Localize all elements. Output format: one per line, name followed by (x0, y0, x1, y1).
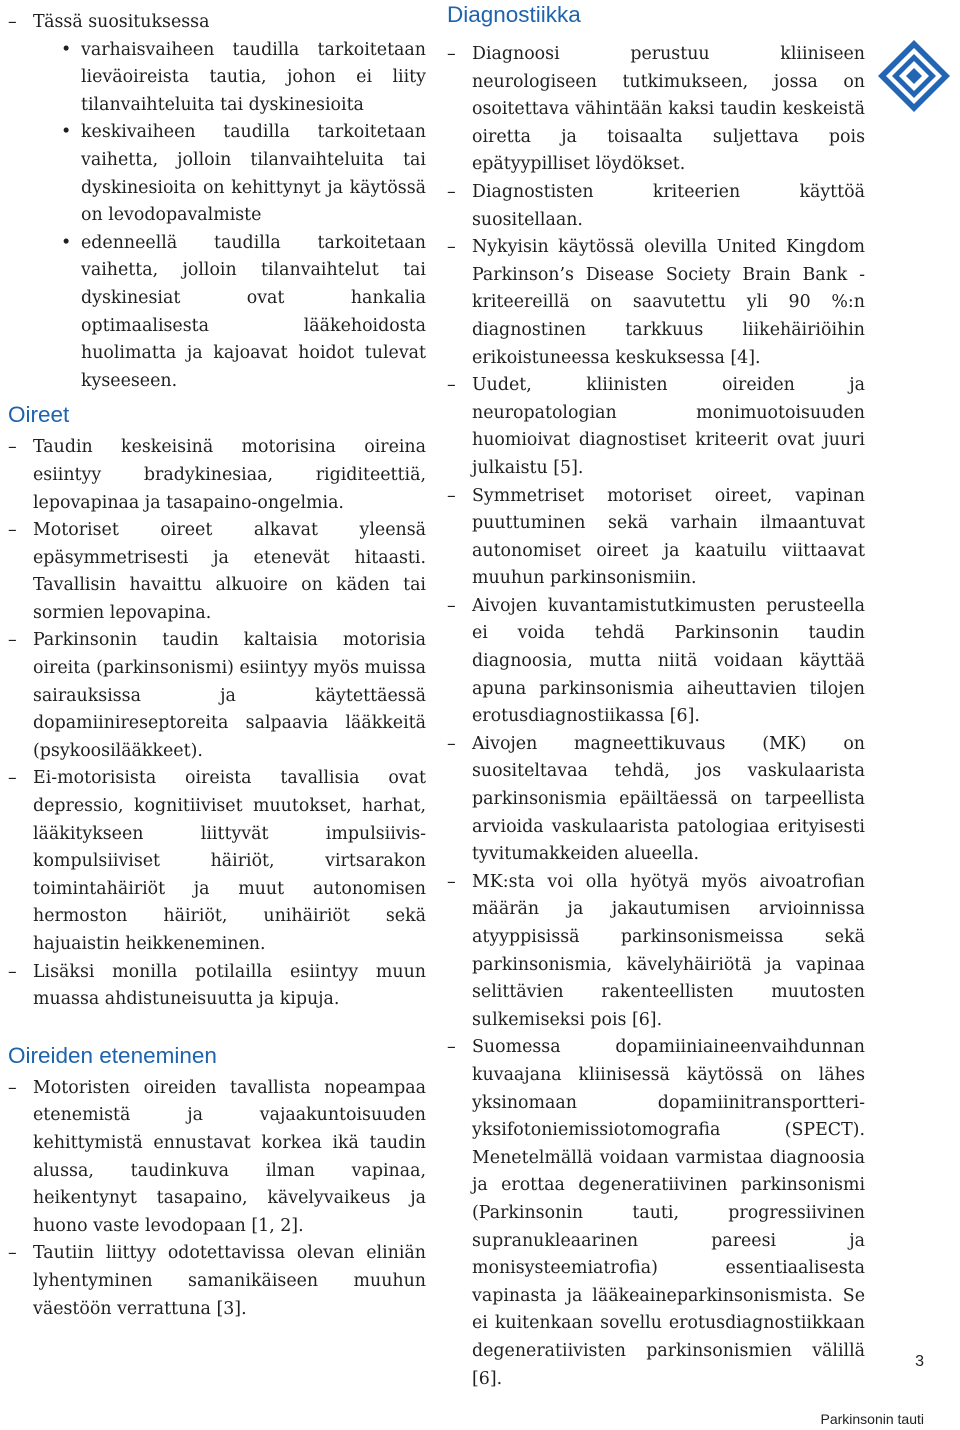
left-column (8, 0, 426, 1323)
list-item: – Uudet, kliinisten oireiden ja neuropatologian monimuotoisuuden huomioivat diagnostiset kriteerit ovat juuri julkaistu [5]. (447, 372, 865, 482)
list-item: – Tautiin liittyy odotettavissa olevan eliniän lyhentyminen samanikäiseen muuhun väestöön verrattuna [3]. (8, 1240, 426, 1323)
intro-item-text: Tässä suosituksessa (33, 12, 210, 32)
section-heading-eteneminen: Oireiden eteneminen (8, 1042, 217, 1068)
list-item: – Diagnostisten kriteerien käyttöä suositellaan. (447, 179, 865, 234)
list-item: – Symmetriset motoriset oireet, vapinan puuttuminen sekä varhain ilmaantuvat autonomiset oireet ja kaatuilu viittaavat muuhun parkinsonismiin. (447, 483, 865, 593)
list-item: – Lisäksi monilla potilailla esiintyy muun muassa ahdistuneisuutta ja kipuja. (8, 959, 426, 1014)
eteneminen-list (8, 1075, 426, 1323)
footer-title: Parkinsonin tauti (820, 1411, 924, 1427)
list-item: • varhaisvaiheen taudilla tarkoitetaan lieväoireista tautia, johon ei liity tilanvaihteluita tai dyskinesioita (55, 37, 426, 120)
section-heading-oireet: Oireet (8, 402, 70, 428)
list-item: – Ei-motorisista oireista tavallisia ovat depressio, kognitiiviset muutokset, harhat, lääkitykseen liittyvät impulsiivis-kompulsiiviset häiriöt, virtsarakon toimintahäiriöt ja muut autonomisen hermoston häiriöt, unihäiriöt sekä hajuaistin heikkeneminen. (8, 765, 426, 958)
list-item: – Nykyisin käytössä olevilla United Kingdom Parkinson’s Disease Society Brain Bank -kriteereillä on saavutettu yli 90 %:n diagnostinen tarkkuus liikehäiriöihin erikoistuneessa keskuksessa [4]. (447, 234, 865, 372)
list-item: – Motoriset oireet alkavat yleensä epäsymmetrisesti ja etenevät hitaasti. Tavallisin havaittu alkuoire on käden tai sormien lepovapina. (8, 517, 426, 627)
page-number: 3 (915, 1353, 924, 1370)
oireet-list (8, 434, 426, 1013)
list-item: – Parkinsonin taudin kaltaisia motorisia oireita (parkinsonismi) esiintyy myös muissa sairauksissa ja käytettäessä dopamiinireseptoreita salpaavia lääkkeitä (psykoosilääkkeet). (8, 627, 426, 765)
list-item: – Aivojen kuvantamistutkimusten perusteella ei voida tehdä Parkinsonin taudin diagnoosia, mutta niitä voidaan käyttää apuna parkinsonismia aiheuttavien tilojen erotusdiagnostiikassa [6]. (447, 593, 865, 731)
list-item: • keskivaiheen taudilla tarkoitetaan vaihetta, jolloin tilanvaihteluita tai dyskinesioita on kehittynyt ja käytössä on levodopavalmiste (55, 119, 426, 229)
list-item: – Suomessa dopamiiniaineenvaihdunnan kuvaajana kliinisessä käytössä on lähes yksinomaan dopamiinitransportteri-yksifotoniemissiotomografia (SPECT). Menetelmällä voidaan varmistaa diagnoosia ja erottaa degeneratiivinen parkinsonismi (Parkinsonin tauti, progressiivinen supranukleaarinen pareesi ja monisysteemiatrofia) essentiaalisesta vapinasta ja lääkeaineparkinsonismista. Se ei kuitenkaan sovellu erotusdiagnostiikkaan degeneratiivisten parkinsonismien välillä [6]. (447, 1034, 865, 1393)
diamond-logo-icon (876, 38, 952, 114)
list-item: – Aivojen magneettikuvaus (MK) on suositeltavaa tehdä, jos vaskulaarista parkinsonismia epäiltäessä on tarpeellista arvioida vaskulaarista patologiaa erityisesti tyvitumakkeiden alueella. (447, 731, 865, 869)
definition-bullets (33, 37, 426, 396)
diagnostiikka-list (447, 41, 865, 1393)
right-column (447, 0, 865, 1393)
list-item: • edenneellä taudilla tarkoitetaan vaihetta, jolloin tilanvaihtelut tai dyskinesiat ovat hankalia optimaalisesta lääkehoidosta huolimatta ja kajoavat hoidot tulevat kyseeseen. (55, 230, 426, 396)
intro-list (8, 9, 426, 395)
list-item (8, 9, 426, 395)
list-item: – MK:sta voi olla hyötyä myös aivoatrofian määrän ja jakautumisen arvioinnissa atyyppisissä parkinsonismeissa sekä parkinsonismia, kävelyhäiriötä ja vapinaa selittävien rakenteellisten muutosten sulkemiseksi pois [6]. (447, 869, 865, 1035)
section-heading-diagnostiikka: Diagnostiikka (447, 2, 581, 27)
list-item: – Taudin keskeisinä motorisina oireina esiintyy bradykinesiaa, rigiditeettiä, lepovapinaa ja tasapaino-ongelmia. (8, 434, 426, 517)
list-item: – Motoristen oireiden tavallista nopeampaa etenemistä ja vajaakuntoisuuden kehittymistä ennustavat korkea ikä taudin alussa, taudinkuva ilman vapinaa, heikentynyt tasapaino, kävelyvaikeus ja huono vaste levodopaan [1, 2]. (8, 1075, 426, 1241)
list-item: – Diagnoosi perustuu kliiniseen neurologiseen tutkimukseen, jossa on osoitettava vähintään kaksi taudin keskeistä oiretta ja toisaalta suljettava pois epätyypilliset löydökset. (447, 41, 865, 179)
